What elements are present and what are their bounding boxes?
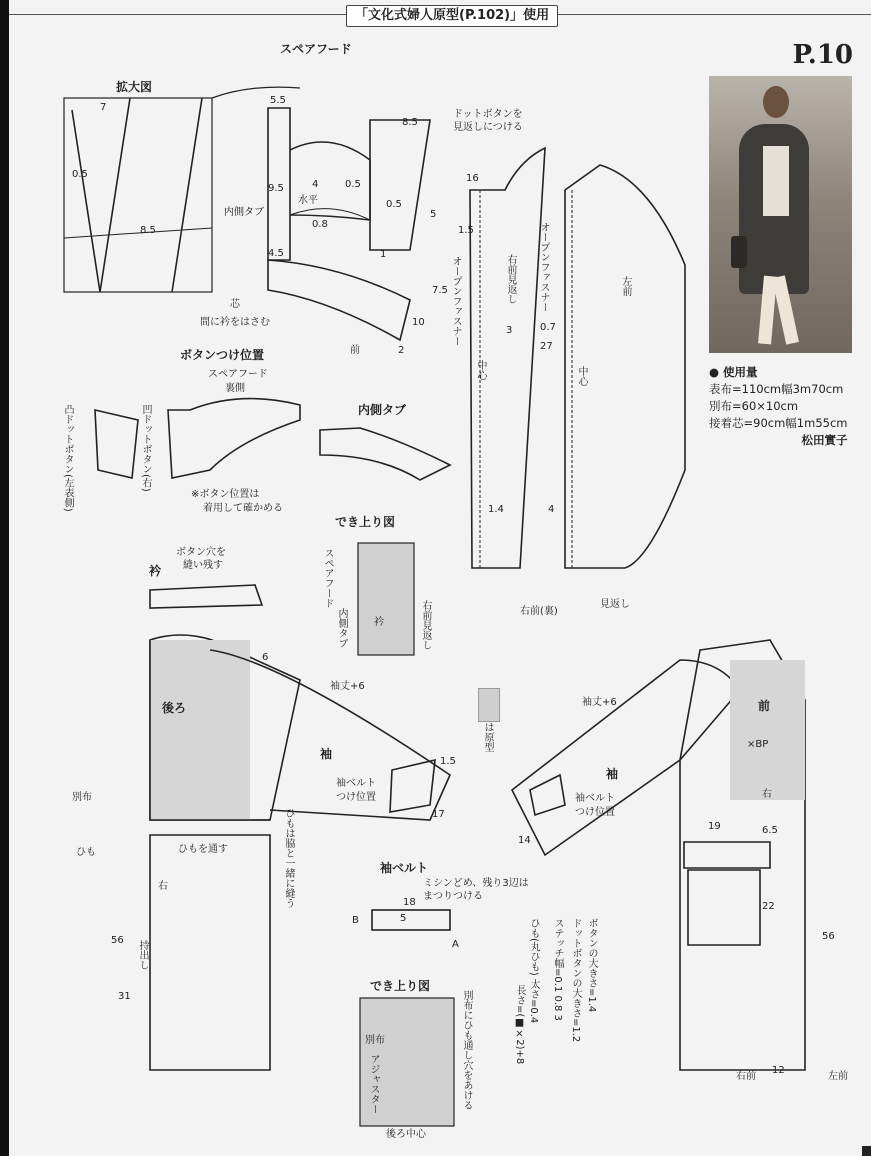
label-spare-hood-v: スペアフード [322, 548, 333, 608]
label-string-length: 長さ=(■×2)+8 [514, 985, 525, 1065]
label-right: 右 [158, 881, 168, 892]
dim: 12 [772, 1065, 785, 1076]
dim: 1.4 [488, 504, 504, 515]
dim: 5.5 [270, 95, 286, 106]
dim: 22 [762, 901, 775, 912]
label-extension: 持出し [137, 940, 148, 970]
dim: 4 [312, 179, 319, 190]
label-separate-cloth: 別布 [72, 792, 92, 803]
dim: 6.5 [762, 825, 778, 836]
label-adjuster: アジャスター [368, 1054, 379, 1114]
label-machine-stitch-1: ミシンどめ、残り3辺は [423, 878, 529, 889]
label-dot-button-right: 凹ドットボタン(右) [140, 404, 151, 492]
dot-button-piece [95, 410, 138, 478]
dim: 6 [262, 652, 269, 663]
collar-piece [150, 585, 262, 608]
label-finished-1: でき上り図 [335, 515, 396, 529]
label-belt-pos-4: つけ位置 [575, 807, 615, 818]
label-button-position: ボタンつけ位置 [180, 348, 265, 362]
label-front: 前 [350, 345, 360, 356]
label-string-with-side: ひもは脇と一緒に縫う [283, 808, 294, 908]
label-dot-button-left: 凸ドットボタン(左表側) [62, 404, 73, 512]
label-hole-note: 別布にひも通し穴をあける [461, 990, 472, 1110]
hood-front [370, 117, 430, 250]
dim: 8.5 [402, 117, 418, 128]
label-dot-button-size: ドットボタンの大きさ=1.2 [570, 918, 581, 1043]
label-right-front-back: 右前(裏) [520, 606, 558, 617]
label-stitch-width: ステッチ幅=0.1 0.8 3 [552, 918, 563, 1021]
dim: 0.5 [72, 169, 88, 180]
front-sleeve [512, 660, 740, 855]
label-collar-small: 衿 [374, 617, 384, 628]
dim: 18 [403, 897, 416, 908]
sleeve-belt-piece [372, 910, 450, 930]
designer-name: 松田實子 [801, 433, 848, 447]
label-dot-button-2: 見返しにつける [453, 122, 523, 133]
enlarged-arrow [212, 87, 300, 98]
label-button-note-1: ※ボタン位置は [191, 489, 260, 500]
label-enlarged: 拡大図 [116, 80, 153, 94]
dim: 2 [398, 345, 405, 356]
label-dot-button-1: ドットボタンを [453, 109, 523, 120]
label-machine-stitch-2: まつりつける [423, 891, 483, 902]
dim: 0.7 [540, 322, 556, 333]
back-sleeve-belt-pos [390, 760, 435, 812]
label-center-1: 中心 [475, 360, 486, 380]
usage-line: 表布=110cm幅3m70cm [709, 382, 844, 396]
dim: 1.5 [440, 756, 456, 767]
corner-mark [862, 1146, 871, 1156]
label-button-note-2: 着用して確かめる [203, 503, 283, 514]
label-back-side: 裏側 [225, 383, 245, 394]
label-sleeve-length-2: 袖丈+6 [582, 697, 617, 708]
label-left-front: 左前 [620, 276, 631, 296]
label-back-center: 後ろ中心 [386, 1129, 426, 1140]
right-front-facing [470, 148, 545, 568]
label-left-front-2: 左前 [828, 1071, 848, 1082]
label-belt-pos-2: つけ位置 [336, 792, 376, 803]
usage-line: 接着芯=90cm幅1m55cm [709, 416, 848, 430]
back-lower [150, 835, 270, 1070]
label-sleeve-front: 袖 [606, 767, 619, 781]
label-finished-2: でき上り図 [370, 979, 431, 993]
label-sleeve-belt: 袖ベルト [380, 861, 429, 875]
dim: 1.5 [458, 225, 474, 236]
enlarged-view-lines [72, 98, 202, 292]
pocket [688, 870, 760, 945]
dim: 4 [548, 504, 555, 515]
label-sleeve-back: 袖 [320, 747, 333, 761]
dim: 8.5 [140, 225, 156, 236]
dim: 16 [466, 173, 479, 184]
dim: 7 [100, 102, 107, 113]
dim: 4.5 [268, 248, 284, 259]
front-shade [730, 660, 805, 800]
finished-view-1 [358, 543, 414, 655]
dim: 7.5 [432, 285, 448, 296]
enlarged-view-frame [64, 98, 212, 292]
dim: 56 [111, 935, 124, 946]
label-right-front: 右前 [736, 1071, 756, 1082]
label-pattern-base: は原型 [482, 722, 493, 752]
label-a: A [452, 939, 459, 950]
dim: 1 [380, 249, 387, 260]
hood-collar [268, 260, 410, 340]
pattern-base-swatch [478, 688, 500, 722]
dim: 17 [432, 809, 445, 820]
dim: 9.5 [268, 183, 284, 194]
label-back: 後ろ [162, 701, 187, 715]
label-collar: 衿 [149, 564, 162, 578]
inner-tab-piece [320, 428, 450, 480]
label-front-body: 前 [758, 699, 771, 713]
front-sleeve-belt-pos [530, 775, 565, 815]
label-right-front-facing-v: 右前見返し [420, 600, 431, 650]
usage-title: ● 使用量 [709, 365, 758, 379]
label-center-2: 中心 [576, 366, 587, 386]
dim: 14 [518, 835, 531, 846]
back-shade [150, 640, 250, 820]
label-bp: ×BP [747, 739, 769, 750]
label-belt-pos-1: 袖ベルト [336, 778, 376, 789]
label-facing: 見返し [600, 599, 630, 610]
label-button-size: ボタンの大きさ=1.4 [586, 918, 597, 1013]
label-separate-cloth-2: 別布 [365, 1035, 385, 1046]
dim: 3 [506, 325, 513, 336]
pocket-flap [684, 842, 770, 868]
hood-back-piece [168, 399, 300, 478]
label-inner-tab-title: 内側タブ [358, 403, 407, 417]
label-core: 芯 [230, 299, 240, 310]
dim: 19 [708, 821, 721, 832]
label-string-round: ひも(丸ひも) 太さ=0.4 [528, 918, 539, 1024]
label-string: ひも [76, 847, 96, 858]
label-hood-back: スペアフード [208, 369, 268, 380]
label-inner-tab-v: 内側タブ [336, 608, 347, 648]
dim: 0.5 [386, 199, 402, 210]
label-belt-pos-3: 袖ベルト [575, 793, 615, 804]
dim: 27 [540, 341, 553, 352]
label-b: B [352, 915, 359, 926]
enlarged-view-line [64, 225, 212, 238]
label-horizontal: 水平 [298, 195, 318, 206]
usage-line: 別布=60×10cm [709, 399, 799, 413]
label-collar-between: 間に衿をはさむ [200, 317, 270, 328]
label-right-front-facing: 右前見返し [505, 254, 516, 304]
dim: 0.5 [345, 179, 361, 190]
label-sleeve-length-1: 袖丈+6 [330, 681, 365, 692]
page-number: P.10 [792, 40, 853, 70]
label-string-pass: ひもを通す [178, 844, 228, 855]
label-leave-buttonhole-2: 縫い残す [183, 560, 223, 571]
label-spare-hood: スペアフード [280, 42, 352, 56]
dim: 0.8 [312, 219, 328, 230]
dim: 5 [430, 209, 437, 220]
page-header-title: 「文化式婦人原型(P.102)」使用 [346, 5, 558, 27]
dim: 31 [118, 991, 131, 1002]
label-right-2: 右 [762, 789, 772, 800]
dim: 56 [822, 931, 835, 942]
label-inner-tab: 内側タブ [224, 207, 264, 218]
label-open-fastener-1: オープンファスナー [538, 222, 549, 312]
label-open-fastener-2: オープンファスナー [450, 256, 461, 346]
dim: 10 [412, 317, 425, 328]
dim: 5 [400, 913, 407, 924]
label-leave-buttonhole-1: ボタン穴を [176, 547, 226, 558]
